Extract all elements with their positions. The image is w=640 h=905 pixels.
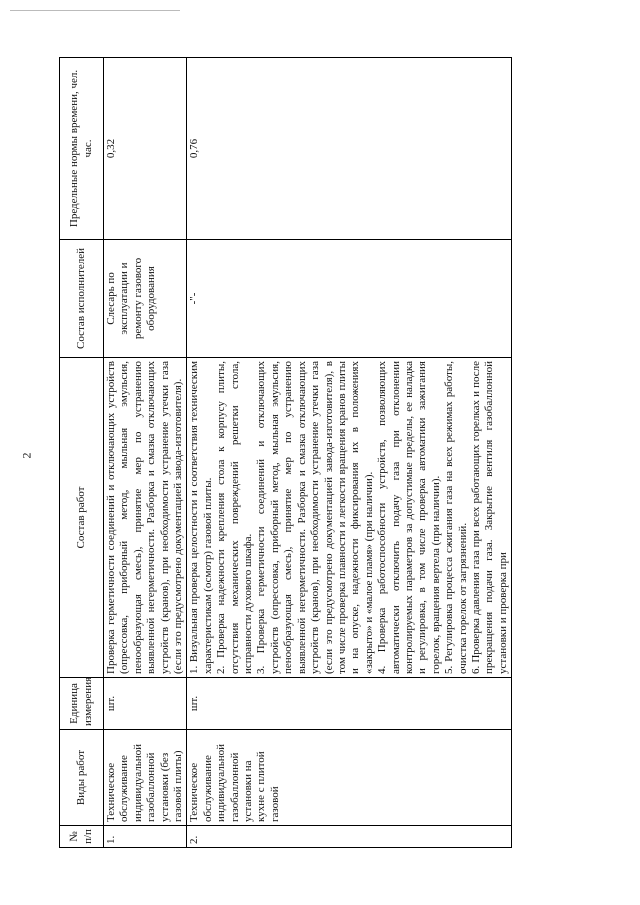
row-1-staff: Слесарь по эксплуатации и ремонту газового оборудования	[104, 240, 187, 358]
row-1-type: Техническое обслуживание индивидуальной газобаллонной установки (без газовой плиты)	[104, 730, 187, 826]
row-2-unit: шт.	[187, 678, 512, 730]
row-2-works-item-2: 2. Проверка надежности крепления стола к корпусу плиты, отсутствия механических повреждений решетки стола, исправности духового шкафа.	[215, 361, 255, 674]
row-1-works	[104, 358, 187, 678]
row-2-works-item-5: 5. Регулировка процесса сжигания газа на всех режимах работы, очистка горелок от загрязнений.	[443, 361, 469, 674]
row-1-norm: 0,32	[104, 58, 187, 240]
row-2-works-item-4: 4. Проверка работоспособности устройств, позволяющих автоматически отключить подачу газа при отклонении контролируемых параметров за допустимые пределы, ее наладка и регулировка, в том числе проверка автоматики зажигания горелок, вращения вертела (при наличии).	[376, 361, 442, 674]
page-number: 2	[19, 452, 34, 459]
row-2-works	[187, 358, 512, 678]
row-2-norm: 0,76	[187, 58, 512, 240]
table-row-1	[104, 58, 187, 848]
header-norms: Предельные нормы времени, чел. час.	[60, 58, 104, 240]
table-row-2	[187, 58, 512, 848]
header-works: Состав работ	[60, 358, 104, 678]
header-staff: Состав исполнителей	[60, 240, 104, 358]
header-work-type: Виды работ	[60, 730, 104, 826]
row-2-type: Техническое обслуживание индивидуальной газобаллонной установки на кухне с плитой газовой	[187, 730, 512, 826]
row-2-works-item-6: 6. Проверка давления газа при всех работающих горелках и после прекращения подачи газа. Закрытие вентиля газобаллонной установки и проверка при	[469, 361, 509, 674]
row-2-works-item-1: 1. Визуальная проверка целостности и соответствия техническим характеристикам (осмотр) газовой плиты.	[188, 361, 214, 674]
works-table	[59, 57, 512, 848]
header-num: № п/п	[60, 826, 104, 848]
row-1-num: 1.	[104, 826, 187, 848]
rotated-page	[59, 58, 619, 848]
row-2-staff: -"-	[187, 240, 512, 358]
row-1-unit: шт.	[104, 678, 187, 730]
top-rule	[10, 10, 180, 11]
row-2-num: 2.	[187, 826, 512, 848]
header-unit: Единица измерения	[60, 678, 104, 730]
row-1-works-text: Проверка герметичности соединений и отключающих устройств (опрессовка, приборный метод, мыльная эмульсия, пенообразующая смесь), принятие мер по устранению выявленной негерметичности. Разборка и смазка отключающих устройств (кранов), при необходимости устранение утечки газа (если это предусмотрено документацией завода-изготовителя).	[105, 361, 185, 674]
row-2-works-item-3: 3. Проверка герметичности соединений и отключающих устройств (опрессовка, приборный метод, мыльная эмульсия, пенообразующая смесь), принятие мер по устранению выявленной негерметичности. Разборка и смазка отключающих устройств (кранов), при необходимости устранение утечки газа (если это предусмотрено документацией завода-изготовителя), в том числе проверка плавности и легкости вращения кранов плиты и на опуске, надежности фиксирования их в положениях «закрыто» и «малое пламя» (при наличии).	[255, 361, 375, 674]
